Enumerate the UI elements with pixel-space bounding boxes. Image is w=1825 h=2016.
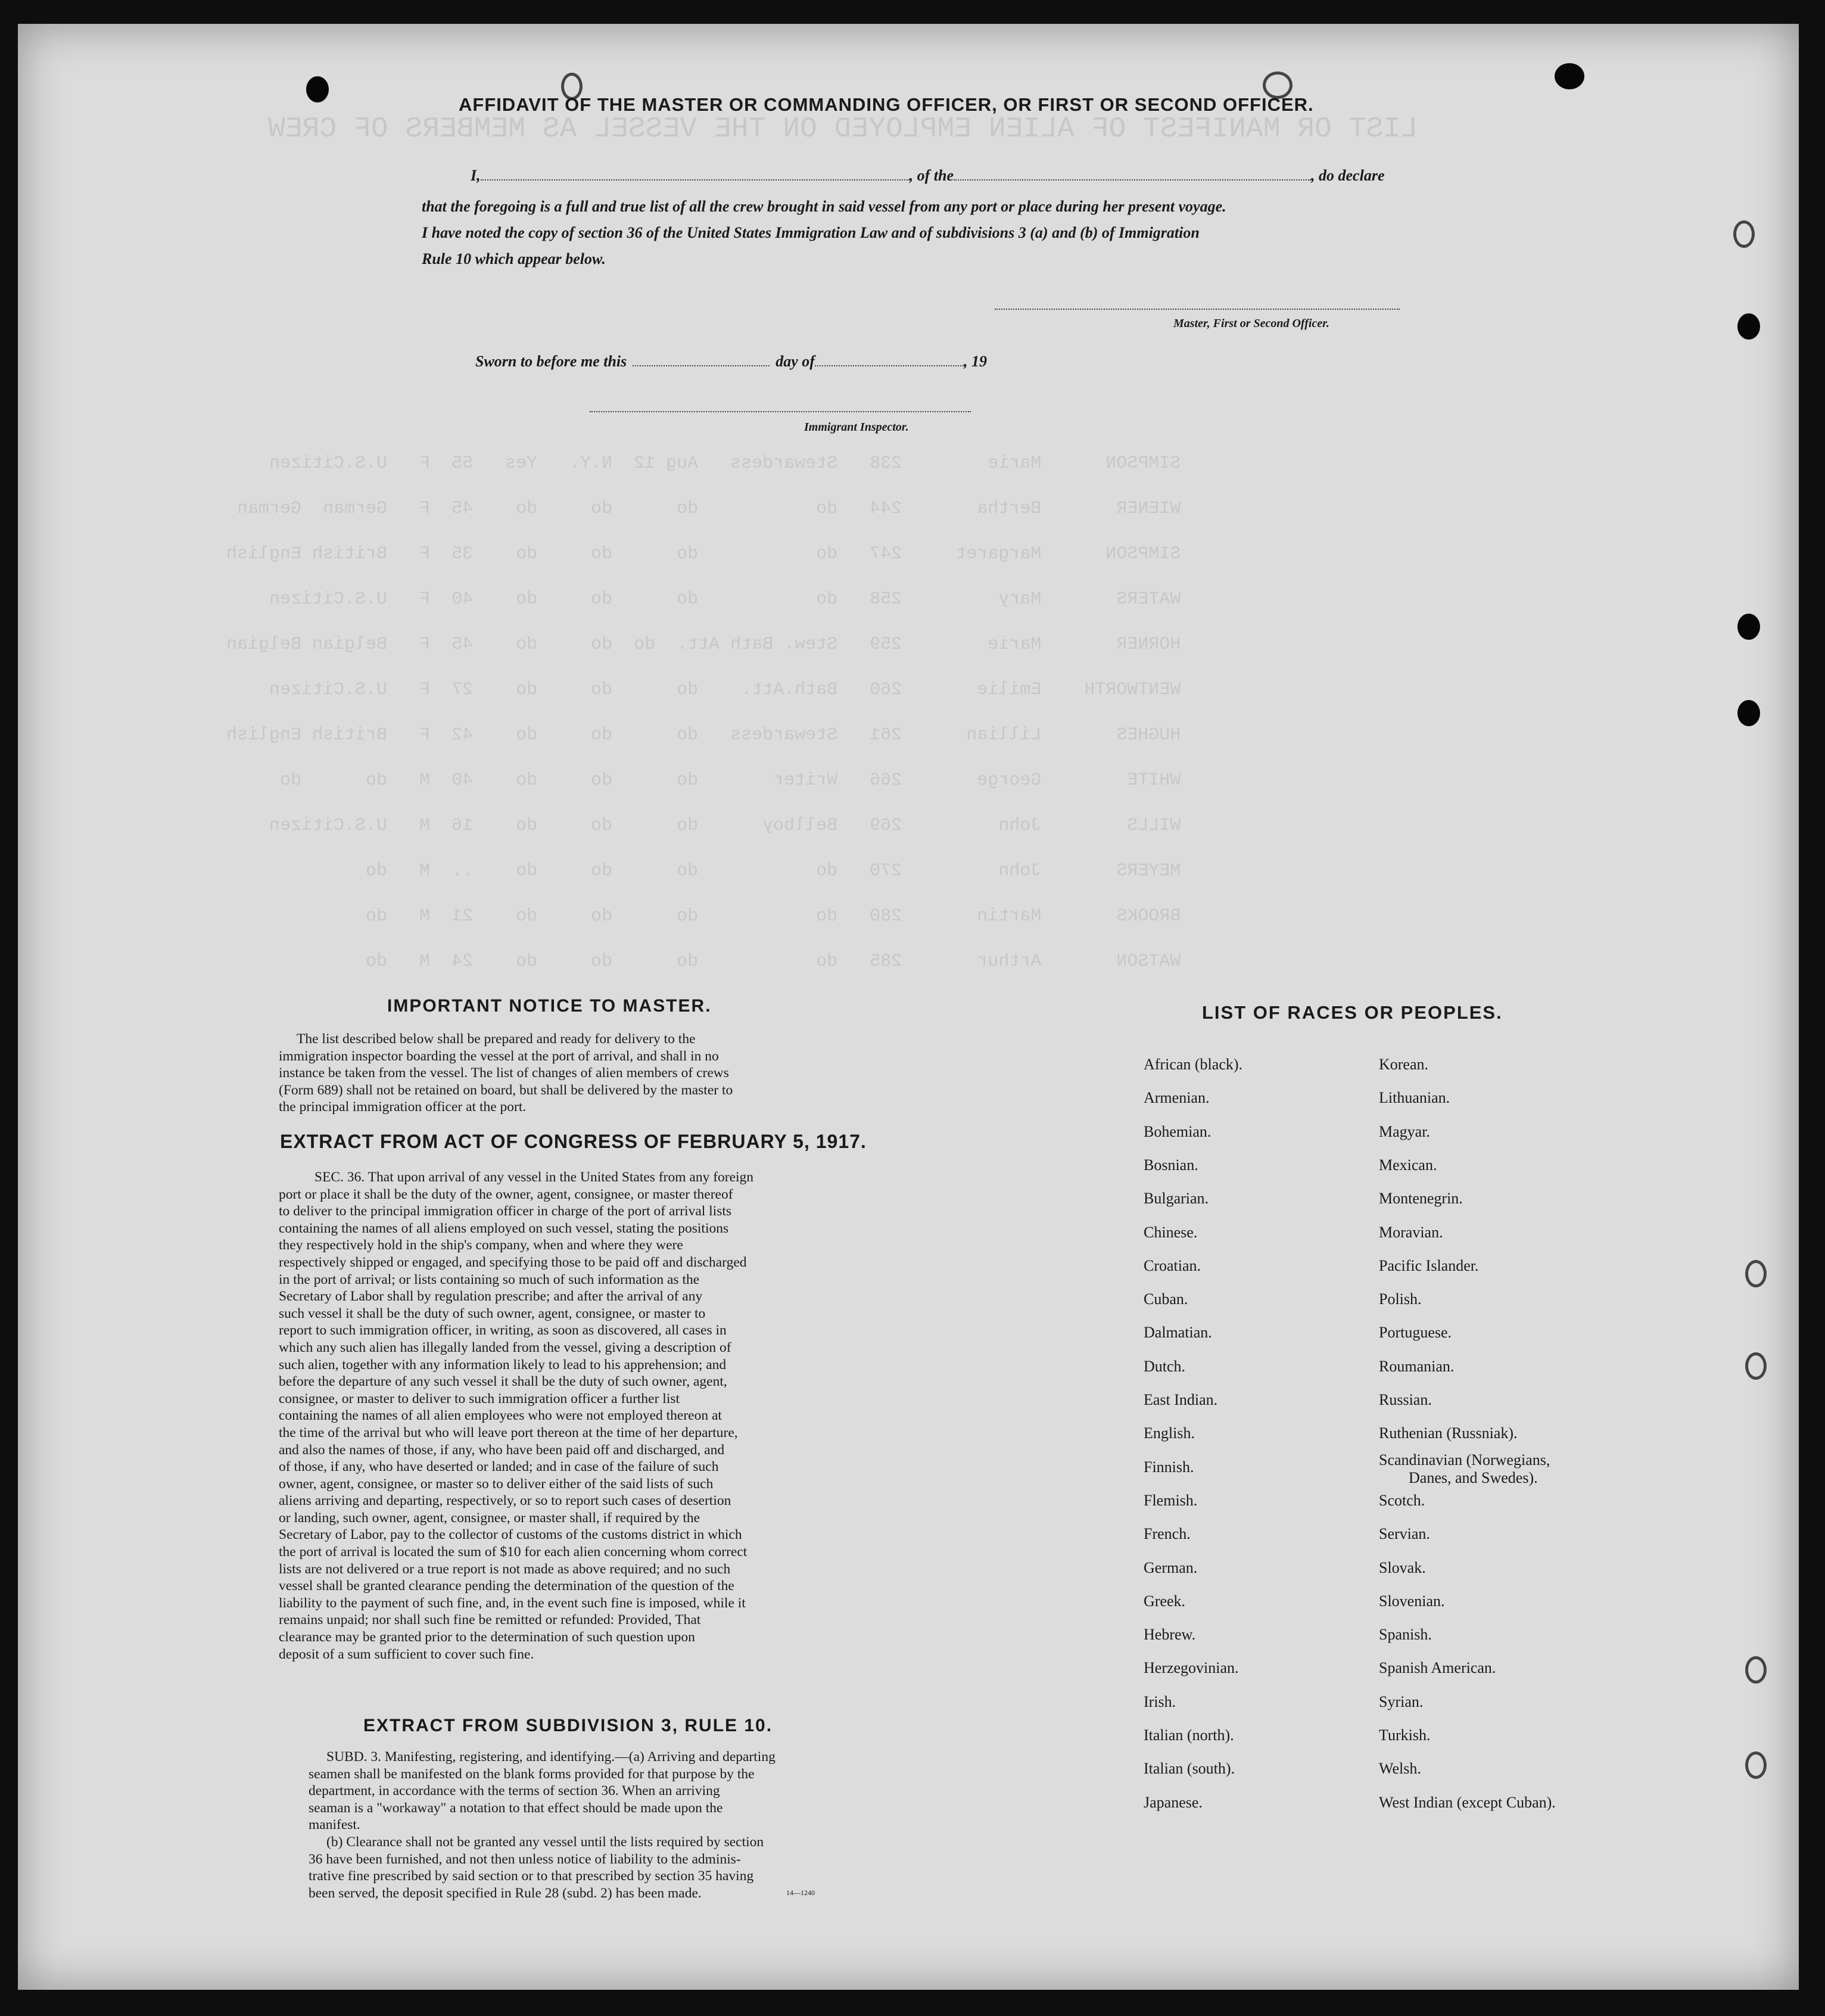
- affidavit-line4: Rule 10 which appear below.: [422, 250, 606, 267]
- act-line: report to such immigration officer, in writing, as soon as discovered, all cases in: [279, 1323, 727, 1339]
- rule-line: (b) Clearance shall not be granted any vessel until the lists required by section: [326, 1834, 764, 1850]
- race-item: Montenegrin.: [1379, 1190, 1463, 1208]
- sworn-c: , 19: [963, 353, 987, 370]
- act-line: Secretary of Labor, pay to the collector of customs of the customs district in which: [279, 1527, 742, 1543]
- race-item: West Indian (except Cuban).: [1379, 1793, 1556, 1811]
- act-line: before the departure of any such vessel it shall be the duty of such owner, agent,: [279, 1374, 727, 1390]
- race-item: Cuban.: [1144, 1290, 1188, 1308]
- race-item: East Indian.: [1144, 1391, 1218, 1408]
- affidavit-line1-b: , of the: [909, 167, 954, 184]
- act-line: lists are not delivered or a true report is not made as above required; and no such: [279, 1561, 731, 1577]
- race-item: Bosnian.: [1144, 1156, 1198, 1174]
- act-line: to deliver to the principal immigration officer in charge of the port of arrival lists: [279, 1203, 732, 1219]
- affidavit-title: AFFIDAVIT OF THE MASTER OR COMMANDING OFFICER, OR FIRST OR SECOND OFFICER.: [459, 94, 1314, 115]
- race-item: Italian (north).: [1144, 1726, 1234, 1744]
- rule-line: been served, the deposit specified in Rule 28 (subd. 2) has been made.: [309, 1885, 702, 1901]
- sworn-a: Sworn to before me this: [475, 353, 627, 370]
- race-item: Italian (south).: [1144, 1760, 1235, 1778]
- ring-mark: [1733, 220, 1755, 248]
- act-line: containing the names of all aliens employed on such vessel, stating the positions: [279, 1220, 729, 1236]
- act-line: they respectively hold in the ship's company, when and where they were: [279, 1237, 683, 1253]
- notice-line: The list described below shall be prepared and ready for delivery to the: [297, 1031, 696, 1047]
- punch-hole: [1737, 700, 1760, 726]
- race-item: Turkish.: [1379, 1726, 1431, 1744]
- race-item: Mexican.: [1379, 1156, 1437, 1174]
- race-item: Finnish.: [1144, 1458, 1194, 1476]
- act-line: clearance may be granted prior to the determination of such question upon: [279, 1629, 695, 1645]
- race-item: Japanese.: [1144, 1793, 1203, 1811]
- rule-line: SUBD. 3. Manifesting, registering, and identifying.—(a) Arriving and departing: [326, 1749, 776, 1765]
- affidavit-line1-c: , do declare: [1311, 167, 1385, 184]
- race-item: African (black).: [1144, 1056, 1243, 1073]
- inspector-label: Immigrant Inspector.: [804, 421, 909, 434]
- race-item: Scandinavian (Norwegians,: [1379, 1451, 1550, 1469]
- race-item: Ruthenian (Russniak).: [1379, 1424, 1518, 1442]
- race-item: Polish.: [1379, 1290, 1422, 1308]
- act-line: such alien, together with any information likely to lead to his apprehension; and: [279, 1357, 727, 1373]
- act-line: which any such alien has illegally landed from the vessel, giving a description of: [279, 1339, 731, 1355]
- act-line: aliens arriving and departing, respectively, or so to report such cases of desertion: [279, 1493, 731, 1509]
- rule-line: department, in accordance with the terms of section 36. When an arriving: [309, 1783, 720, 1799]
- form-number: 14—1240: [786, 1889, 815, 1897]
- affidavit-line2: that the foregoing is a full and true list of all the crew brought in said vessel from any port or place during her present voyage.: [422, 198, 1226, 215]
- act-line: deposit of a sum sufficient to cover such fine.: [279, 1646, 534, 1662]
- race-item: Herzegovinian.: [1144, 1659, 1239, 1677]
- notice-line: instance be taken from the vessel. The list of changes of alien members of crews: [279, 1065, 729, 1081]
- name-field[interactable]: [481, 179, 910, 181]
- race-item: Croatian.: [1144, 1256, 1201, 1274]
- punch-hole: [1737, 313, 1760, 340]
- vessel-field[interactable]: [954, 179, 1311, 181]
- master-label: Master, First or Second Officer.: [1173, 317, 1329, 330]
- race-item: Dalmatian.: [1144, 1324, 1212, 1342]
- act-line: containing the names of all alien employees who were not employed thereon at: [279, 1408, 722, 1424]
- affidavit-declaration-line: [471, 167, 1384, 185]
- punch-hole: [1555, 63, 1584, 89]
- punch-hole: [1737, 614, 1760, 640]
- race-item: English.: [1144, 1424, 1195, 1442]
- act-line: SEC. 36. That upon arrival of any vessel in the United States from any foreign: [314, 1169, 754, 1185]
- act-line: the time of the arrival but who will leave port thereon at the time of her departure,: [279, 1424, 738, 1441]
- race-item: Chinese.: [1144, 1223, 1198, 1241]
- affidavit-line1-a: I,: [471, 167, 481, 184]
- ring-mark: [1745, 1751, 1767, 1779]
- act-line: consignee, or master to deliver to such immigration officer a further list: [279, 1390, 680, 1407]
- race-item: Armenian.: [1144, 1089, 1210, 1107]
- act-line: of those, if any, who have deserted or landed; and in case of the failure of such: [279, 1459, 719, 1475]
- document-page: [18, 24, 1799, 1990]
- rule-body: [309, 1749, 865, 1902]
- day-field[interactable]: [633, 365, 770, 366]
- affidavit-line3: I have noted the copy of section 36 of the United States Immigration Law and of subdivisions 3 (a) and (b) of Immigration: [422, 224, 1200, 241]
- bleed-through-heading: LIST OR MANIFEST OF ALIEN EMPLOYED ON THE VESSEL AS MEMBERS OF CREW: [268, 113, 1418, 145]
- ring-mark: [1745, 1656, 1767, 1684]
- act-title: EXTRACT FROM ACT OF CONGRESS OF FEBRUARY 5, 1917.: [280, 1131, 867, 1152]
- race-item: Spanish.: [1379, 1626, 1432, 1644]
- rule-title: EXTRACT FROM SUBDIVISION 3, RULE 10.: [363, 1716, 773, 1735]
- act-line: Secretary of Labor shall by regulation prescribe; and after the arrival of any: [279, 1289, 703, 1305]
- act-line: vessel shall be granted clearance pending the determination of the question of the: [279, 1578, 734, 1594]
- ring-mark: [1745, 1352, 1767, 1380]
- inspector-signature-line[interactable]: [590, 411, 971, 412]
- month-field[interactable]: [815, 365, 964, 366]
- bleed-through-rows: SIMPSON Marie 238 Stewardess Aug 12 N.Y. Yes 55 F U.S.Citizen WIENER Bertha 244 do do do do 45 F German German SIMPSON Margaret 247 do do do do 35 F British English WATERS Mary 258 do do do do 40 F U.S.Citizen HORNER Marie 259 Stew. Bath Att. do do do 45 F Belgian Belgian WENTWORTH Emilie 260 Bath.Att. do do do 27 F U.S.Citizen HUGHES Lillian 261 Stewardess do do do 42 F British English WHITE George 266 Writer do do do 40 M do do WILLS John 269 Bellboy do do do 16 M U.S.Citizen MEYERS John 270 do do do do .. M do BROOKS Martin 280 do do do do 21 M do WATSON Arthur 285 do do do do 24 M do: [226, 453, 1181, 972]
- race-item: French.: [1144, 1525, 1191, 1543]
- race-item: Spanish American.: [1379, 1659, 1496, 1677]
- race-item: Moravian.: [1379, 1223, 1443, 1241]
- race-item-continuation: Danes, and Swedes).: [1409, 1469, 1538, 1486]
- sworn-b: day of: [776, 353, 815, 370]
- master-signature-line[interactable]: [995, 309, 1400, 310]
- act-line: the port of arrival is located the sum of $10 for each alien concerning whom correct: [279, 1544, 748, 1560]
- race-item: Pacific Islander.: [1379, 1256, 1479, 1274]
- notice-line: the principal immigration officer at the port.: [279, 1099, 527, 1115]
- notice-body: [279, 1031, 865, 1116]
- race-item: Slovak.: [1379, 1558, 1426, 1576]
- rule-line: 36 have been furnished, and not then unless notice of liability to the adminis-: [309, 1851, 741, 1867]
- rule-line: trative fine prescribed by said section or to that prescribed by section 35 having: [309, 1868, 754, 1884]
- race-item: Flemish.: [1144, 1491, 1198, 1509]
- ring-mark: [1745, 1260, 1767, 1287]
- act-line: owner, agent, consignee, or master so to deliver either of the said lists of such: [279, 1476, 714, 1492]
- act-line: port or place it shall be the duty of the owner, agent, consignee, or master thereof: [279, 1186, 733, 1202]
- notice-line: (Form 689) shall not be retained on board, but shall be delivered by the master to: [279, 1082, 733, 1098]
- act-line: and also the names of those, if any, who have been paid off and discharged, and: [279, 1442, 725, 1458]
- act-line: such vessel it shall be the duty of such owner, agent, consignee, or master to: [279, 1305, 706, 1321]
- race-item: Dutch.: [1144, 1357, 1186, 1375]
- notice-title: IMPORTANT NOTICE TO MASTER.: [387, 996, 712, 1016]
- sworn-line: [475, 353, 987, 371]
- rule-line: manifest.: [309, 1817, 360, 1833]
- race-item: Magyar.: [1379, 1122, 1430, 1140]
- act-line: or landing, such owner, agent, consignee, or master shall, if required by the: [279, 1510, 700, 1526]
- race-item: German.: [1144, 1558, 1198, 1576]
- act-line: remains unpaid; nor shall such fine be remitted or refunded: Provided, That: [279, 1612, 701, 1628]
- race-item: Hebrew.: [1144, 1626, 1196, 1644]
- race-item: Slovenian.: [1379, 1592, 1445, 1610]
- act-line: respectively shipped or engaged, and specifying those to be paid off and discharged: [279, 1254, 747, 1270]
- race-item: Portuguese.: [1379, 1324, 1452, 1342]
- notice-line: immigration inspector boarding the vessel at the port of arrival, and shall in no: [279, 1048, 719, 1064]
- act-body: [279, 1169, 865, 1663]
- race-item: Korean.: [1379, 1056, 1429, 1073]
- race-item: Welsh.: [1379, 1760, 1421, 1778]
- race-item: Lithuanian.: [1379, 1089, 1450, 1107]
- races-title: LIST OF RACES OR PEOPLES.: [1202, 1002, 1503, 1023]
- race-item: Roumanian.: [1379, 1357, 1455, 1375]
- race-item: Scotch.: [1379, 1491, 1425, 1509]
- punch-hole: [306, 76, 329, 102]
- race-item: Greek.: [1144, 1592, 1186, 1610]
- rule-line: seaman is a "workaway" a notation to that effect should be made upon the: [309, 1800, 723, 1816]
- race-item: Servian.: [1379, 1525, 1430, 1543]
- race-item: Russian.: [1379, 1391, 1432, 1408]
- race-item: Bulgarian.: [1144, 1190, 1209, 1208]
- rule-line: seamen shall be manifested on the blank forms provided for that purpose by the: [309, 1766, 755, 1782]
- act-line: in the port of arrival; or lists containing so much of such information as the: [279, 1271, 700, 1287]
- act-line: liability to the payment of such fine, and, in the event such fine is imposed, while it: [279, 1595, 746, 1611]
- race-item: Syrian.: [1379, 1693, 1424, 1710]
- race-item: Irish.: [1144, 1693, 1176, 1710]
- race-item: Bohemian.: [1144, 1122, 1212, 1140]
